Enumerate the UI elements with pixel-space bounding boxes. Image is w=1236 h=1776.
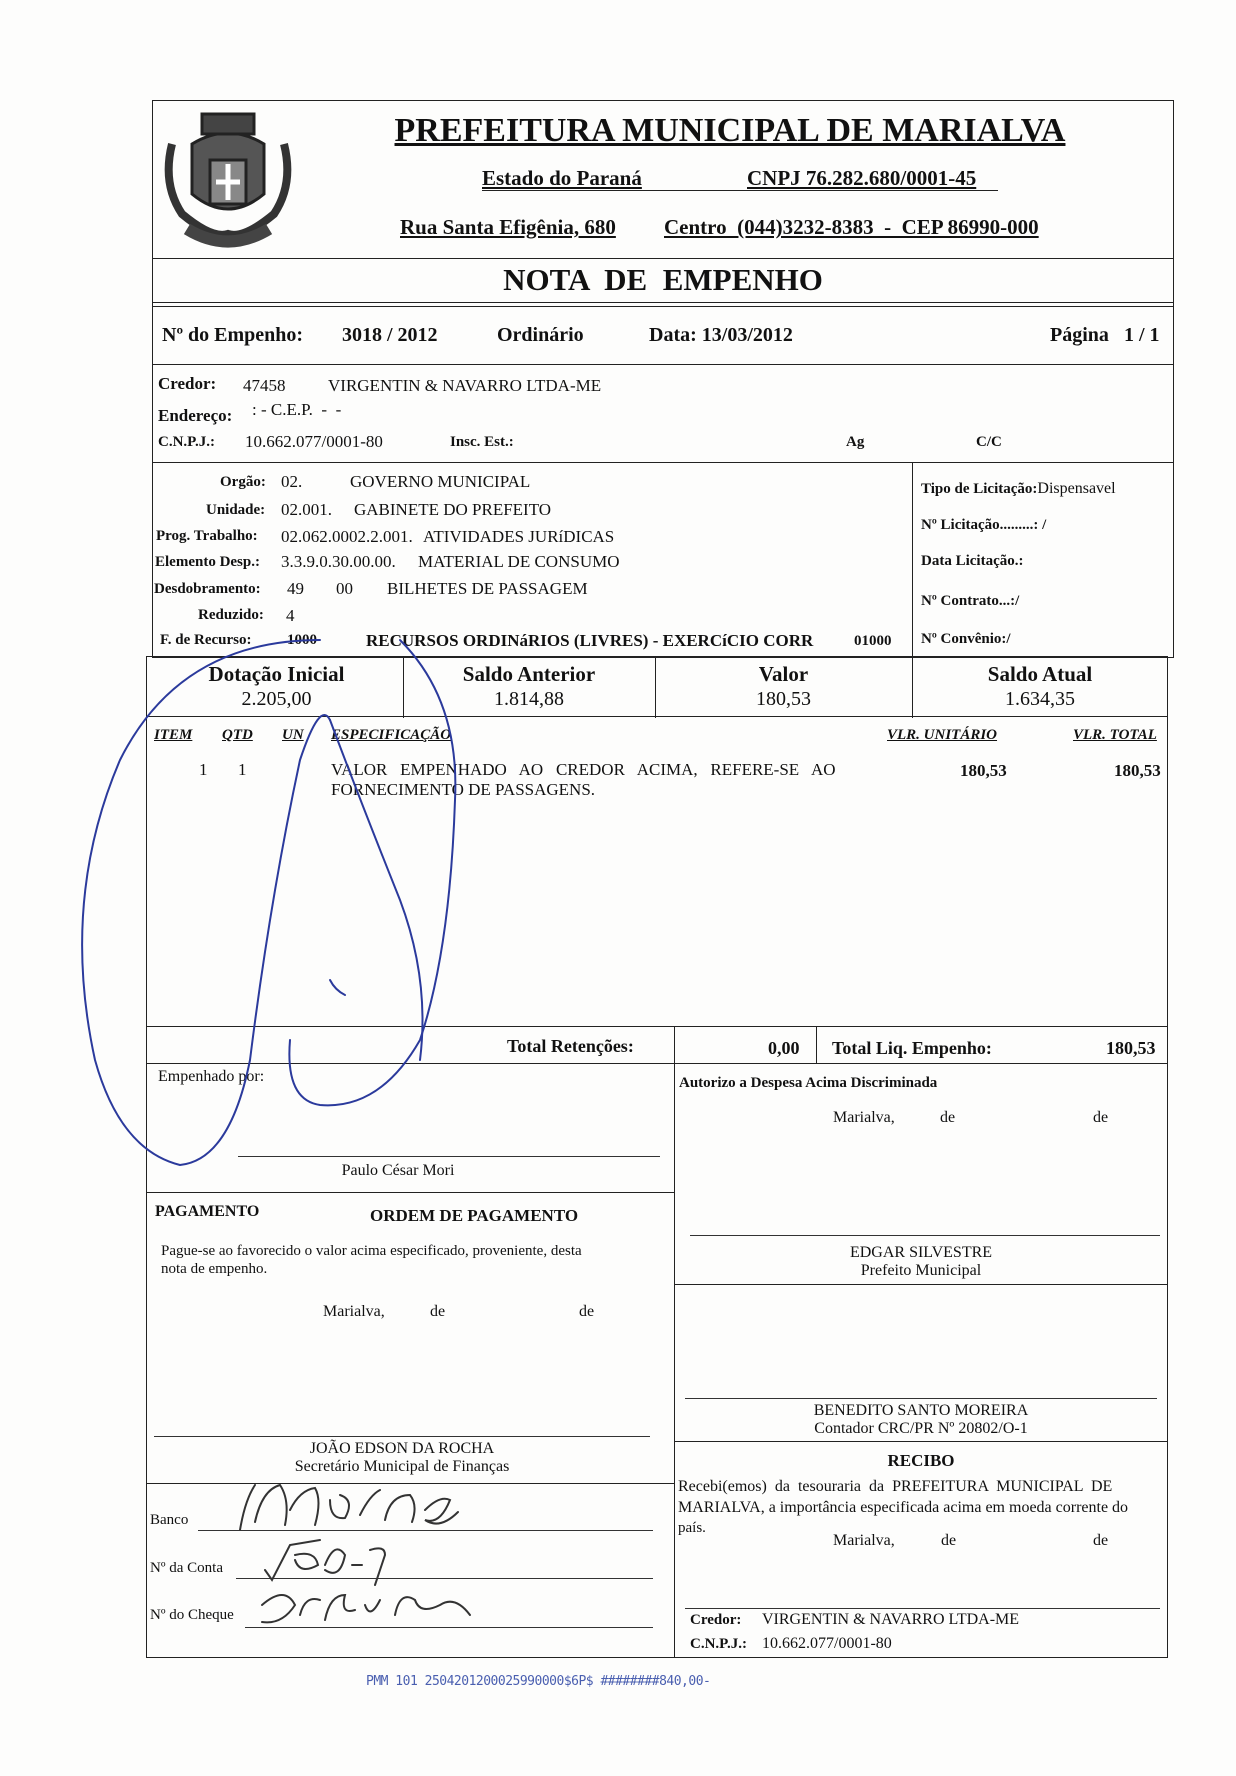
liq-value: 180,53	[1106, 1038, 1156, 1058]
autorizo-city: Marialva,	[833, 1109, 895, 1126]
recibo-city: Marialva,	[833, 1532, 895, 1549]
endereco-label: Endereço:	[158, 406, 233, 425]
recibo-cnpj-value: 10.662.077/0001-80	[762, 1635, 892, 1652]
footer-code: PMM 101 2504201200025990000$6P$ ########840,00-	[366, 1674, 711, 1689]
recibo-line2: MARIALVA, a importância especificada acima em moeda corrente do	[678, 1499, 1129, 1516]
divider	[912, 462, 913, 656]
cheque-line	[245, 1627, 653, 1628]
pagamento-title: PAGAMENTO	[155, 1203, 260, 1220]
divider	[674, 1441, 1168, 1442]
secretario-name: JOÃO EDSON DA ROCHA	[309, 1440, 495, 1457]
banco-label: Banco	[150, 1512, 189, 1528]
document-title: NOTA DE EMPENHO	[503, 262, 823, 297]
banco-line	[198, 1530, 653, 1531]
item-desc-line2: FORNECIMENTO DE PASSAGENS.	[331, 780, 596, 799]
unidade-code: 02.001.	[281, 500, 332, 519]
orgao-code: 02.	[281, 472, 303, 491]
credor-cnpj: 10.662.077/0001-80	[245, 432, 383, 451]
divider	[152, 364, 1174, 365]
document-frame	[152, 100, 1174, 658]
page-label: Página	[1050, 324, 1109, 346]
col-qtd: QTD	[222, 727, 253, 743]
cc-label: C/C	[976, 434, 1002, 450]
recibo-credor-label: Credor:	[690, 1612, 742, 1628]
divider	[152, 462, 1174, 463]
item-number: 1	[199, 760, 208, 779]
coat-of-arms-icon	[152, 104, 304, 254]
signature-line	[154, 1436, 650, 1437]
empenhado-por-name: Paulo César Mori	[341, 1162, 455, 1179]
divider	[146, 1192, 674, 1193]
elem-value: MATERIAL DE CONSUMO	[418, 552, 620, 571]
valor-label: Valor	[758, 662, 809, 686]
ordem-de1: de	[430, 1303, 446, 1320]
col-item: ITEM	[154, 727, 193, 743]
signature-line	[685, 1398, 1157, 1399]
retencoes-label: Total Retenções:	[507, 1036, 634, 1056]
col-vlr-total: VLR. TOTAL	[1073, 727, 1157, 743]
desd-value: BILHETES DE PASSAGEM	[387, 579, 588, 598]
endereco-value: : - C.E.P. - -	[252, 400, 342, 419]
credor-code: 47458	[243, 376, 286, 395]
prog-value: ATIVIDADES JURíDICAS	[423, 527, 615, 546]
item-vlr-unitario: 180,53	[960, 761, 1007, 780]
conta-line	[236, 1578, 653, 1579]
header-cnpj: CNPJ 76.282.680/0001-45	[747, 166, 977, 190]
divider	[816, 1026, 817, 1064]
licitacao-tipo-label-text: Tipo de Licitação:	[921, 481, 1038, 497]
recibo-de2: de	[1093, 1532, 1109, 1549]
ordem-pagamento-title: ORDEM DE PAGAMENTO	[370, 1206, 579, 1225]
col-vlr-unitario: VLR. UNITÁRIO	[887, 727, 998, 743]
divider	[146, 1026, 1168, 1027]
orgao-value: GOVERNO MUNICIPAL	[350, 472, 531, 491]
recibo-credor-value: VIRGENTIN & NAVARRO LTDA-ME	[762, 1611, 1020, 1628]
saldo-atual-label: Saldo Atual	[987, 662, 1093, 686]
autorizo-de2: de	[1093, 1109, 1109, 1126]
signature-line	[685, 1608, 1160, 1609]
saldo-atual-value: 1.634,35	[1005, 688, 1075, 710]
dotacao-value: 2.205,00	[241, 688, 312, 710]
contador-role: Contador CRC/PR Nº 20802/O-1	[814, 1420, 1028, 1437]
header-street: Rua Santa Efigênia, 680	[400, 215, 616, 239]
unidade-value: GABINETE DO PREFEITO	[354, 500, 552, 519]
empenhado-por-label: Empenhado por:	[158, 1068, 265, 1085]
prog-label: Prog. Trabalho:	[156, 528, 258, 544]
recibo-cnpj-label: C.N.P.J.:	[690, 1636, 747, 1652]
saldo-anterior-label: Saldo Anterior	[462, 662, 596, 686]
ordem-de2: de	[579, 1303, 595, 1320]
empenho-label: Nº do Empenho:	[162, 324, 304, 346]
desd-code1: 49	[287, 579, 304, 598]
prefeito-role: Prefeito Municipal	[860, 1262, 982, 1279]
licitacao-num: Nº Licitação.........: /	[921, 517, 1047, 533]
liq-label: Total Liq. Empenho:	[832, 1038, 992, 1058]
fonte-value: RECURSOS ORDINáRIOS (LIVRES) - EXERCíCIO CORR	[366, 631, 814, 650]
header-contact: Centro (044)3232-8383 - CEP 86990-000	[664, 215, 1039, 239]
retencoes-value: 0,00	[768, 1038, 800, 1058]
header-title: PREFEITURA MUNICIPAL DE MARIALVA	[394, 112, 1066, 149]
fonte-code: 1000	[287, 632, 317, 648]
empenho-date: Data: 13/03/2012	[649, 324, 793, 346]
elem-code: 3.3.9.0.30.00.00.	[281, 552, 396, 571]
ordem-city: Marialva,	[323, 1303, 385, 1320]
dotacao-label: Dotação Inicial	[208, 662, 345, 686]
unidade-label: Unidade:	[206, 502, 266, 518]
saldo-anterior-value: 1.814,88	[494, 688, 564, 710]
header-state-underline	[482, 190, 998, 191]
desd-label: Desdobramento:	[154, 581, 261, 597]
cheque-label: Nº do Cheque	[150, 1607, 234, 1623]
recibo-line3: país.	[678, 1520, 706, 1536]
col-especificacao: ESPECIFICAÇÃO	[331, 727, 452, 743]
divider	[674, 1026, 675, 1064]
contrato: Nº Contrato...:/	[921, 593, 1020, 609]
ag-label: Ag	[846, 434, 865, 450]
pague-line1: Pague-se ao favorecido o valor acima especificado, proveniente, desta	[161, 1243, 582, 1259]
reduzido-label: Reduzido:	[198, 607, 264, 623]
recibo-line1: Recebi(emos) da tesouraria da PREFEITURA MUNICIPAL DE	[678, 1478, 1113, 1495]
pague-line2: nota de empenho.	[161, 1261, 268, 1277]
elem-label: Elemento Desp.:	[155, 554, 260, 570]
desd-code2: 00	[336, 579, 353, 598]
recibo-de1: de	[941, 1532, 957, 1549]
licitacao-tipo-label	[921, 480, 1116, 498]
autorizo-de1: de	[940, 1109, 956, 1126]
conta-label: Nº da Conta	[150, 1560, 223, 1576]
prefeito-name: EDGAR SILVESTRE	[849, 1244, 993, 1261]
orgao-label: Orgão:	[220, 474, 266, 490]
valor-value: 180,53	[756, 688, 811, 710]
insc-label: Insc. Est.:	[450, 434, 514, 450]
item-desc-line1: VALOR EMPENHADO AO CREDOR ACIMA, REFERE-SE AO	[331, 760, 836, 779]
fonte-number: 01000	[854, 633, 892, 649]
col-un: UN	[282, 727, 304, 743]
licitacao-data: Data Licitação.:	[921, 553, 1024, 569]
item-qtd: 1	[238, 760, 247, 779]
page-number: 1 / 1	[1124, 324, 1160, 346]
convenio: Nº Convênio:/	[921, 631, 1011, 647]
credor-name: VIRGENTIN & NAVARRO LTDA-ME	[328, 376, 602, 395]
divider	[152, 306, 1174, 307]
empenho-number: 3018 / 2012	[342, 324, 438, 346]
contador-name: BENEDITO SANTO MOREIRA	[813, 1402, 1029, 1419]
signature-line	[690, 1235, 1160, 1236]
autorizo-text: Autorizo a Despesa Acima Discriminada	[679, 1075, 938, 1091]
recibo-title: RECIBO	[887, 1451, 955, 1470]
item-vlr-total: 180,53	[1114, 761, 1161, 780]
divider	[152, 302, 1174, 303]
divider	[674, 1063, 675, 1658]
credor-label: Credor:	[158, 374, 217, 393]
reduzido-value: 4	[286, 606, 295, 625]
licitacao-tipo-value: Dispensavel	[1037, 480, 1116, 497]
secretario-role: Secretário Municipal de Finanças	[294, 1458, 510, 1475]
empenho-type: Ordinário	[497, 324, 584, 346]
divider	[146, 1483, 674, 1484]
divider	[152, 258, 1174, 259]
fonte-label: F. de Recurso:	[160, 632, 252, 648]
divider	[674, 1284, 1168, 1285]
cnpj-label: C.N.P.J.:	[158, 434, 215, 450]
prog-code: 02.062.0002.2.001.	[281, 527, 413, 546]
divider	[146, 1063, 1168, 1064]
signature-line	[238, 1156, 660, 1157]
divider	[146, 716, 1168, 717]
header-state: Estado do Paraná	[482, 166, 642, 190]
